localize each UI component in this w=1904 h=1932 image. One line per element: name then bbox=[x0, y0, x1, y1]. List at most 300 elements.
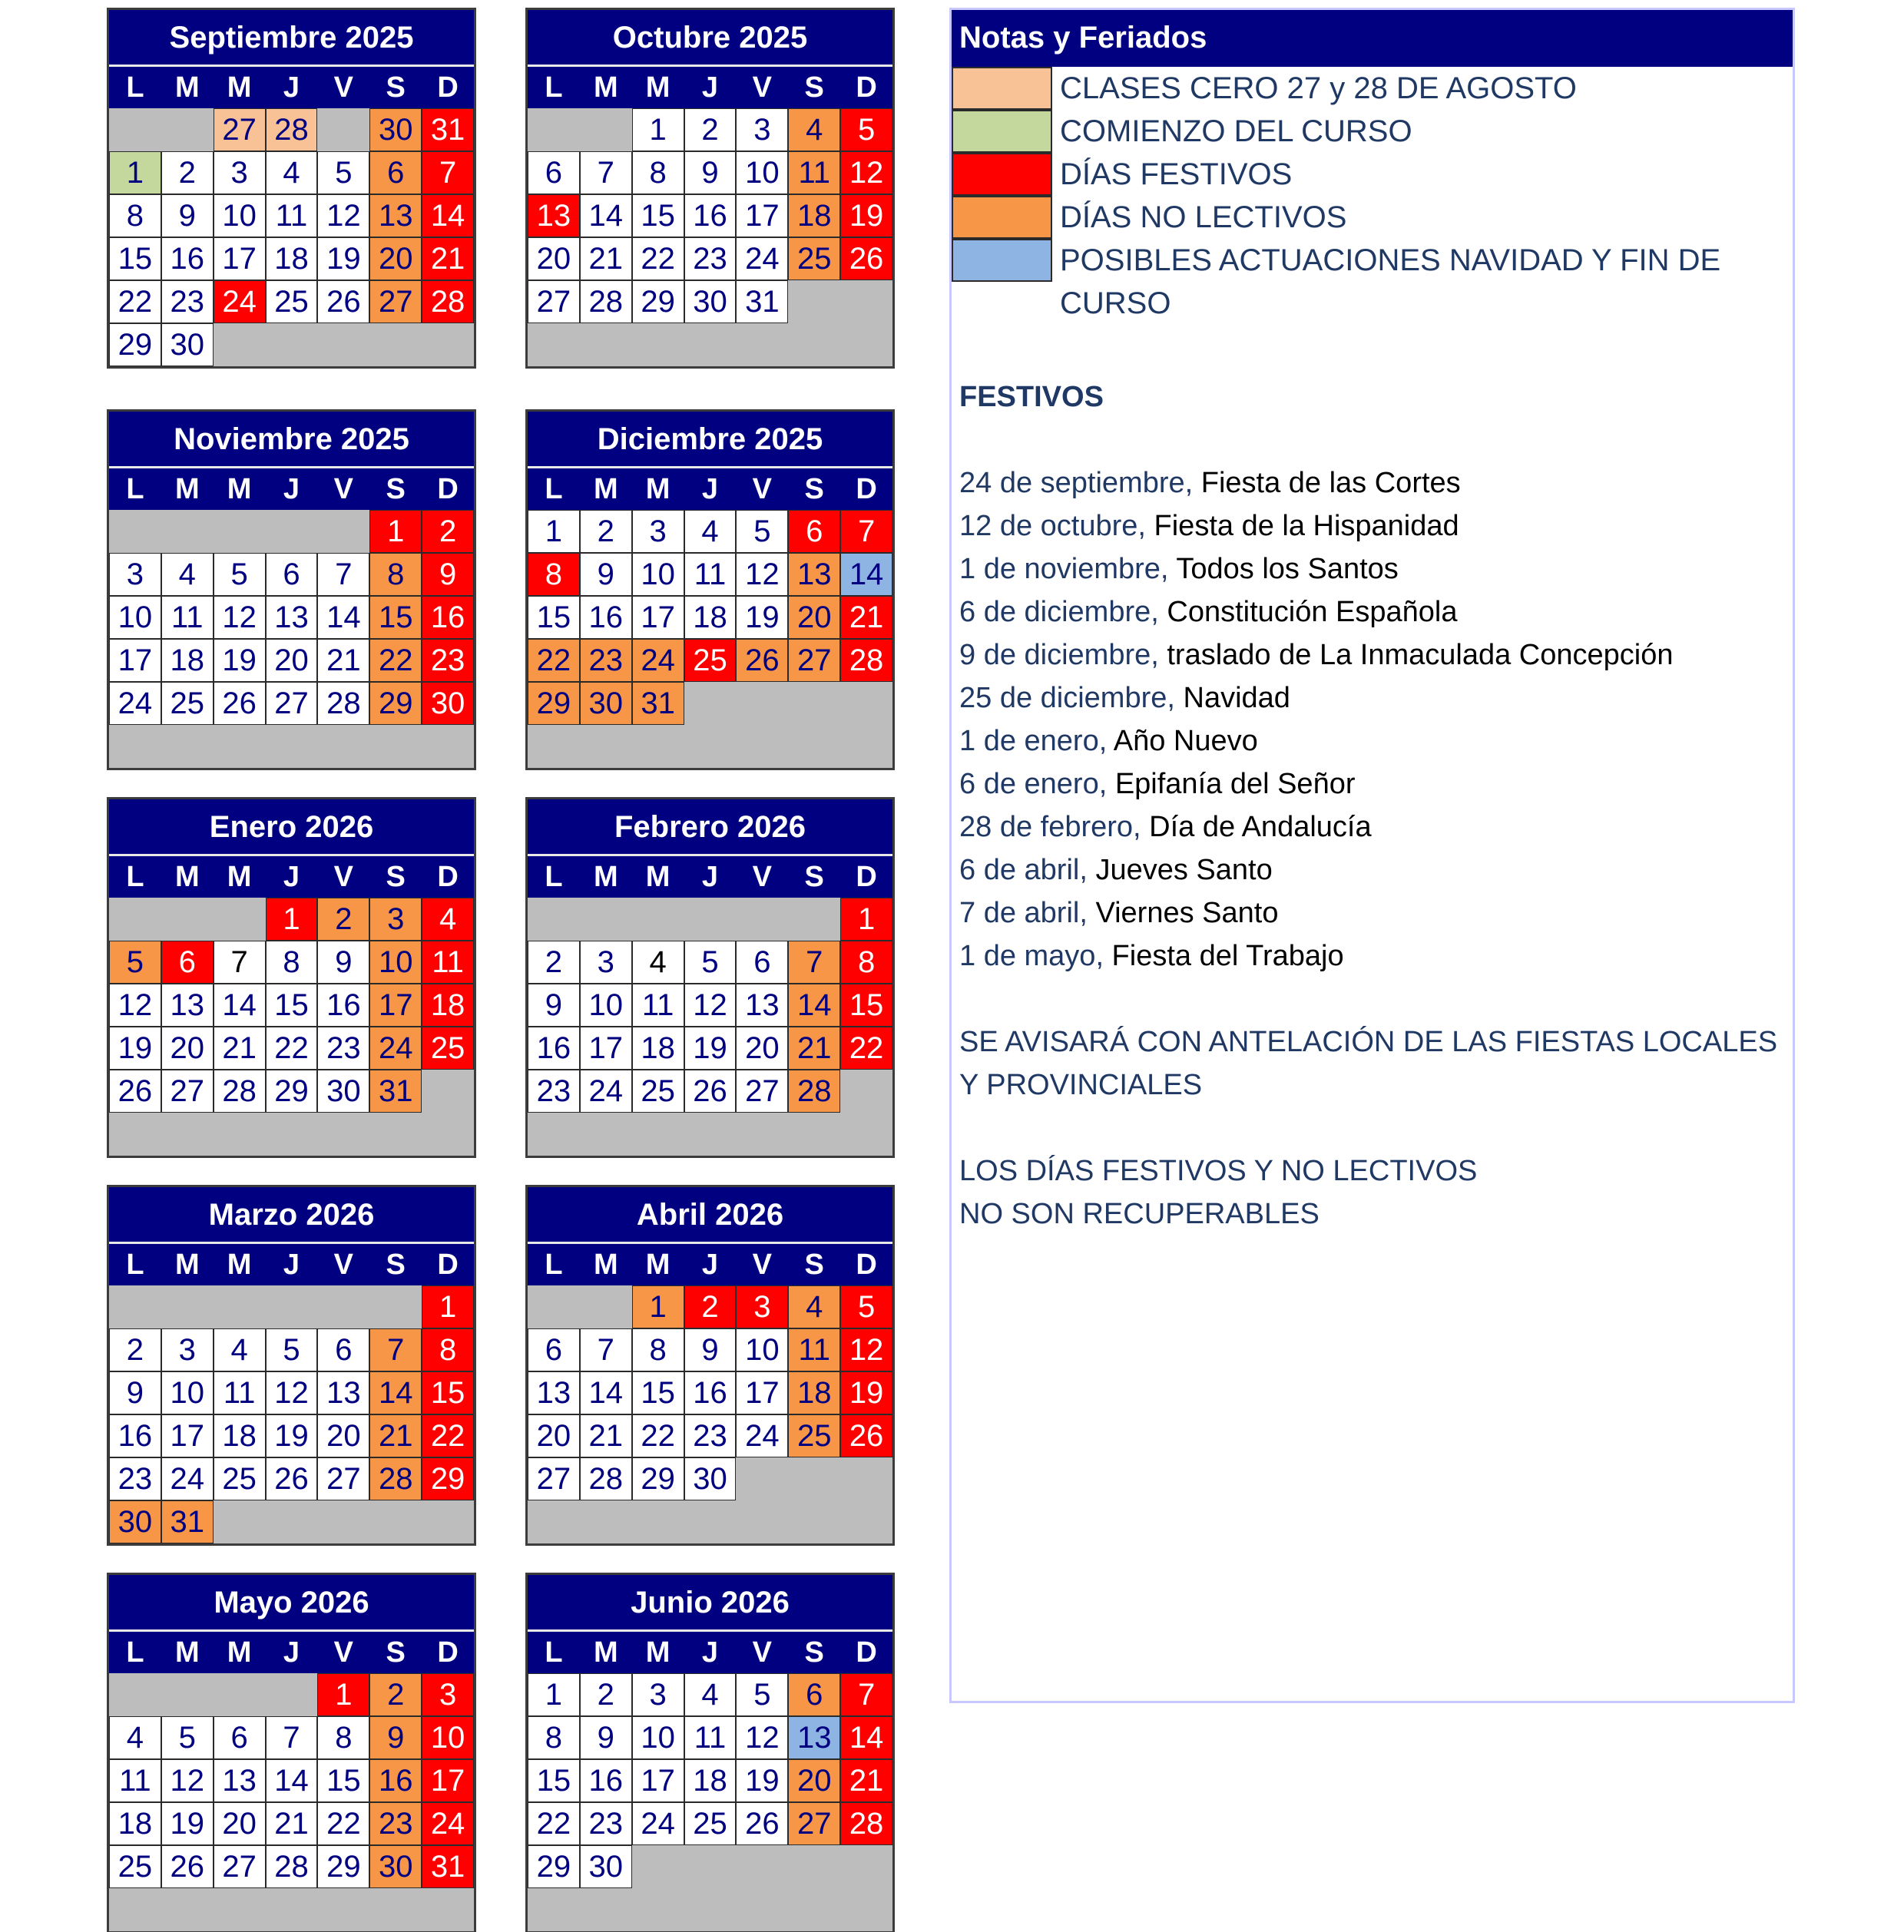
day-cell: 26 bbox=[736, 639, 788, 682]
day-cell: 11 bbox=[684, 1716, 737, 1759]
legend-item bbox=[952, 153, 1793, 196]
day-cell: 7 bbox=[580, 1328, 632, 1371]
day-cell: 16 bbox=[109, 1414, 161, 1457]
month-title: Mayo 2026 bbox=[109, 1575, 474, 1632]
legend-swatch bbox=[952, 67, 1052, 110]
day-cell: 18 bbox=[214, 1414, 266, 1457]
day-cell: 11 bbox=[788, 151, 840, 194]
empty-cell bbox=[632, 1845, 684, 1888]
weekday-header bbox=[109, 1244, 474, 1285]
day-cell: 14 bbox=[422, 194, 474, 237]
day-cell: 22 bbox=[109, 280, 161, 323]
day-cell: 2 bbox=[684, 108, 737, 151]
weekday-label: M bbox=[174, 1636, 200, 1669]
weekday-label: D bbox=[856, 71, 877, 104]
day-cell: 19 bbox=[840, 1371, 892, 1414]
legend-label: CLASES CERO 27 y 28 DE AGOSTO bbox=[1060, 71, 1577, 105]
day-cell: 12 bbox=[736, 1716, 788, 1759]
day-cell: 27 bbox=[214, 108, 266, 151]
weekday-label: M bbox=[593, 1249, 618, 1281]
day-cell: 19 bbox=[684, 1027, 737, 1070]
day-cell: 20 bbox=[317, 1414, 369, 1457]
empty-cell bbox=[317, 1113, 369, 1156]
month-calendar bbox=[525, 1573, 895, 1932]
festivo-name: Epifanía del Señor bbox=[1107, 768, 1356, 800]
day-cell: 30 bbox=[369, 108, 422, 151]
day-cell: 5 bbox=[161, 1716, 214, 1759]
day-cell: 31 bbox=[369, 1070, 422, 1113]
day-cell: 26 bbox=[109, 1070, 161, 1113]
day-cell: 3 bbox=[422, 1673, 474, 1716]
day-cell: 21 bbox=[422, 237, 474, 280]
festivo-name: Navidad bbox=[1174, 682, 1290, 714]
empty-cell bbox=[214, 725, 266, 768]
day-cell: 23 bbox=[684, 1414, 737, 1457]
empty-cell bbox=[369, 323, 422, 366]
month-calendar bbox=[525, 409, 895, 770]
empty-cell bbox=[736, 682, 788, 725]
month-calendar bbox=[525, 8, 895, 369]
day-cell: 30 bbox=[317, 1070, 369, 1113]
weekday-label: D bbox=[856, 1636, 877, 1669]
day-cell: 25 bbox=[684, 639, 737, 682]
day-cell: 24 bbox=[369, 1027, 422, 1070]
weekday-label: L bbox=[545, 71, 563, 104]
empty-cell bbox=[317, 510, 369, 553]
empty-cell bbox=[840, 1113, 892, 1156]
weekday-label: S bbox=[386, 1636, 406, 1669]
empty-cell bbox=[109, 1285, 161, 1328]
weekday-label: D bbox=[856, 1249, 877, 1281]
day-cell: 12 bbox=[840, 1328, 892, 1371]
day-cell: 24 bbox=[214, 280, 266, 323]
empty-cell bbox=[684, 1888, 737, 1931]
day-cell: 12 bbox=[161, 1759, 214, 1802]
day-cell: 13 bbox=[369, 194, 422, 237]
day-cell: 9 bbox=[109, 1371, 161, 1414]
empty-cell bbox=[214, 1673, 266, 1716]
day-cell: 17 bbox=[736, 1371, 788, 1414]
month-title: Junio 2026 bbox=[528, 1575, 892, 1632]
empty-cell bbox=[736, 1500, 788, 1543]
day-cell: 25 bbox=[632, 1070, 684, 1113]
empty-cell bbox=[840, 725, 892, 768]
day-cell: 8 bbox=[632, 151, 684, 194]
empty-cell bbox=[684, 323, 737, 366]
day-cell: 27 bbox=[214, 1845, 266, 1888]
day-cell: 28 bbox=[214, 1070, 266, 1113]
day-cell: 23 bbox=[161, 280, 214, 323]
empty-cell bbox=[840, 682, 892, 725]
day-cell: 25 bbox=[788, 1414, 840, 1457]
days-grid bbox=[528, 898, 892, 1156]
day-cell: 26 bbox=[161, 1845, 214, 1888]
day-cell: 26 bbox=[684, 1070, 737, 1113]
weekday-label: L bbox=[126, 71, 144, 104]
weekday-header bbox=[528, 1244, 892, 1285]
day-cell: 16 bbox=[317, 984, 369, 1027]
day-cell: 1 bbox=[369, 510, 422, 553]
day-cell: 5 bbox=[840, 1285, 892, 1328]
empty-cell bbox=[736, 323, 788, 366]
day-cell: 4 bbox=[684, 510, 737, 553]
day-cell: 27 bbox=[317, 1457, 369, 1500]
day-cell: 15 bbox=[528, 596, 580, 639]
day-cell: 22 bbox=[632, 1414, 684, 1457]
day-cell: 9 bbox=[369, 1716, 422, 1759]
empty-cell bbox=[684, 1113, 737, 1156]
day-cell: 28 bbox=[580, 280, 632, 323]
day-cell: 14 bbox=[840, 1716, 892, 1759]
empty-cell bbox=[788, 323, 840, 366]
day-cell: 16 bbox=[161, 237, 214, 280]
weekday-label: J bbox=[283, 473, 300, 505]
day-cell: 13 bbox=[528, 1371, 580, 1414]
day-cell: 14 bbox=[317, 596, 369, 639]
day-cell: 3 bbox=[214, 151, 266, 194]
empty-cell bbox=[580, 108, 632, 151]
empty-cell bbox=[266, 510, 318, 553]
festivo-date: 7 de abril, bbox=[959, 897, 1088, 929]
day-cell: 17 bbox=[214, 237, 266, 280]
day-cell: 12 bbox=[736, 553, 788, 596]
day-cell: 24 bbox=[161, 1457, 214, 1500]
day-cell: 17 bbox=[580, 1027, 632, 1070]
weekday-label: M bbox=[174, 473, 200, 505]
empty-cell bbox=[632, 725, 684, 768]
day-cell: 20 bbox=[266, 639, 318, 682]
day-cell: 28 bbox=[788, 1070, 840, 1113]
empty-cell bbox=[214, 1113, 266, 1156]
day-cell: 13 bbox=[161, 984, 214, 1027]
day-cell: 18 bbox=[632, 1027, 684, 1070]
day-cell: 5 bbox=[317, 151, 369, 194]
day-cell: 13 bbox=[528, 194, 580, 237]
day-cell: 24 bbox=[109, 682, 161, 725]
day-cell: 6 bbox=[214, 1716, 266, 1759]
days-grid bbox=[528, 108, 892, 366]
empty-cell bbox=[632, 1888, 684, 1931]
empty-cell bbox=[736, 1113, 788, 1156]
empty-cell bbox=[736, 898, 788, 941]
day-cell: 23 bbox=[528, 1070, 580, 1113]
legend-swatch bbox=[952, 110, 1052, 153]
day-cell: 10 bbox=[422, 1716, 474, 1759]
festivo-item bbox=[959, 892, 1278, 935]
empty-cell bbox=[528, 898, 580, 941]
weekday-label: M bbox=[174, 71, 200, 104]
festivo-item bbox=[959, 548, 1399, 591]
weekday-label: M bbox=[174, 861, 200, 893]
day-cell: 12 bbox=[266, 1371, 318, 1414]
day-cell: 29 bbox=[632, 1457, 684, 1500]
empty-cell bbox=[317, 1500, 369, 1543]
festivo-date: 1 de noviembre, bbox=[959, 553, 1169, 585]
day-cell: 19 bbox=[317, 237, 369, 280]
empty-cell bbox=[266, 1113, 318, 1156]
weekday-label: S bbox=[804, 473, 824, 505]
weekday-label: L bbox=[545, 1249, 563, 1281]
festivo-name: Jueves Santo bbox=[1087, 854, 1273, 886]
day-cell: 31 bbox=[736, 280, 788, 323]
day-cell: 13 bbox=[266, 596, 318, 639]
empty-cell bbox=[736, 1888, 788, 1931]
recuperables-line-2: NO SON RECUPERABLES bbox=[959, 1198, 1320, 1230]
day-cell: 18 bbox=[788, 194, 840, 237]
month-title: Noviembre 2025 bbox=[109, 412, 474, 468]
legend-item bbox=[952, 67, 1793, 110]
day-cell: 11 bbox=[788, 1328, 840, 1371]
festivo-date: 1 de enero, bbox=[959, 725, 1108, 757]
day-cell: 23 bbox=[369, 1802, 422, 1845]
month-title: Enero 2026 bbox=[109, 799, 474, 856]
weekday-header bbox=[109, 856, 474, 898]
day-cell: 4 bbox=[632, 941, 684, 984]
empty-cell bbox=[840, 1457, 892, 1500]
day-cell: 1 bbox=[422, 1285, 474, 1328]
day-cell: 9 bbox=[161, 194, 214, 237]
day-cell: 4 bbox=[109, 1716, 161, 1759]
weekday-label: J bbox=[701, 71, 719, 104]
days-grid bbox=[528, 1673, 892, 1931]
festivo-date: 6 de enero, bbox=[959, 768, 1108, 800]
day-cell: 31 bbox=[422, 108, 474, 151]
day-cell: 27 bbox=[788, 1802, 840, 1845]
festivo-item bbox=[959, 935, 1344, 978]
weekday-label: S bbox=[804, 1636, 824, 1669]
month-calendar bbox=[525, 1185, 895, 1546]
days-grid bbox=[109, 108, 474, 366]
legend bbox=[952, 67, 1793, 320]
day-cell: 7 bbox=[422, 151, 474, 194]
empty-cell bbox=[580, 725, 632, 768]
festivo-item bbox=[959, 806, 1372, 849]
festivo-date: 24 de septiembre, bbox=[959, 467, 1194, 499]
empty-cell bbox=[528, 108, 580, 151]
empty-cell bbox=[266, 1285, 318, 1328]
day-cell: 9 bbox=[580, 1716, 632, 1759]
day-cell: 22 bbox=[528, 639, 580, 682]
empty-cell bbox=[422, 1070, 474, 1113]
weekday-label: V bbox=[752, 473, 773, 505]
empty-cell bbox=[840, 280, 892, 323]
day-cell: 25 bbox=[214, 1457, 266, 1500]
day-cell: 27 bbox=[266, 682, 318, 725]
day-cell: 11 bbox=[632, 984, 684, 1027]
month-calendar bbox=[107, 797, 476, 1158]
day-cell: 21 bbox=[317, 639, 369, 682]
empty-cell bbox=[109, 1113, 161, 1156]
day-cell: 15 bbox=[109, 237, 161, 280]
day-cell: 28 bbox=[580, 1457, 632, 1500]
weekday-label: M bbox=[645, 1249, 671, 1281]
weekday-label: M bbox=[227, 473, 252, 505]
day-cell: 8 bbox=[422, 1328, 474, 1371]
day-cell: 20 bbox=[736, 1027, 788, 1070]
day-cell: 15 bbox=[317, 1759, 369, 1802]
empty-cell bbox=[161, 1113, 214, 1156]
empty-cell bbox=[161, 1673, 214, 1716]
empty-cell bbox=[580, 1113, 632, 1156]
month-title: Septiembre 2025 bbox=[109, 10, 474, 67]
weekday-label: M bbox=[227, 1249, 252, 1281]
weekday-label: D bbox=[437, 861, 459, 893]
weekday-label: L bbox=[126, 473, 144, 505]
day-cell: 21 bbox=[214, 1027, 266, 1070]
day-cell: 21 bbox=[580, 1414, 632, 1457]
day-cell: 29 bbox=[369, 682, 422, 725]
empty-cell bbox=[317, 108, 369, 151]
day-cell: 27 bbox=[788, 639, 840, 682]
day-cell: 29 bbox=[632, 280, 684, 323]
day-cell: 11 bbox=[109, 1759, 161, 1802]
day-cell: 14 bbox=[214, 984, 266, 1027]
day-cell: 10 bbox=[580, 984, 632, 1027]
festivo-name: Fiesta de la Hispanidad bbox=[1145, 510, 1459, 542]
empty-cell bbox=[580, 1888, 632, 1931]
day-cell: 13 bbox=[788, 1716, 840, 1759]
day-cell: 6 bbox=[528, 151, 580, 194]
weekday-header bbox=[109, 67, 474, 108]
day-cell: 20 bbox=[369, 237, 422, 280]
day-cell: 22 bbox=[528, 1802, 580, 1845]
day-cell: 14 bbox=[788, 984, 840, 1027]
weekday-label: L bbox=[126, 1249, 144, 1281]
day-cell: 12 bbox=[840, 151, 892, 194]
empty-cell bbox=[788, 280, 840, 323]
day-cell: 29 bbox=[528, 1845, 580, 1888]
month-calendar bbox=[107, 1573, 476, 1932]
day-cell: 5 bbox=[266, 1328, 318, 1371]
day-cell: 23 bbox=[684, 237, 737, 280]
festivo-date: 6 de diciembre, bbox=[959, 596, 1159, 628]
weekday-label: S bbox=[804, 71, 824, 104]
day-cell: 22 bbox=[422, 1414, 474, 1457]
day-cell: 22 bbox=[317, 1802, 369, 1845]
weekday-label: D bbox=[437, 1636, 459, 1669]
empty-cell bbox=[369, 1113, 422, 1156]
day-cell: 15 bbox=[266, 984, 318, 1027]
empty-cell bbox=[840, 1500, 892, 1543]
day-cell: 1 bbox=[840, 898, 892, 941]
day-cell: 14 bbox=[266, 1759, 318, 1802]
empty-cell bbox=[161, 108, 214, 151]
empty-cell bbox=[369, 1888, 422, 1931]
weekday-label: D bbox=[437, 1249, 459, 1281]
legend-label: POSIBLES ACTUACIONES NAVIDAD Y FIN DE CURSO bbox=[1060, 243, 1721, 320]
weekday-label: L bbox=[545, 473, 563, 505]
day-cell: 15 bbox=[369, 596, 422, 639]
empty-cell bbox=[528, 725, 580, 768]
days-grid bbox=[109, 510, 474, 768]
day-cell: 2 bbox=[369, 1673, 422, 1716]
month-title: Octubre 2025 bbox=[528, 10, 892, 67]
weekday-label: J bbox=[283, 861, 300, 893]
day-cell: 5 bbox=[736, 1673, 788, 1716]
day-cell: 12 bbox=[317, 194, 369, 237]
day-cell: 26 bbox=[840, 237, 892, 280]
day-cell: 26 bbox=[214, 682, 266, 725]
day-cell: 1 bbox=[266, 898, 318, 941]
day-cell: 1 bbox=[317, 1673, 369, 1716]
day-cell: 3 bbox=[736, 1285, 788, 1328]
day-cell: 9 bbox=[317, 941, 369, 984]
day-cell: 9 bbox=[528, 984, 580, 1027]
weekday-label: L bbox=[545, 861, 563, 893]
festivo-name: Año Nuevo bbox=[1107, 725, 1258, 757]
empty-cell bbox=[266, 725, 318, 768]
day-cell: 6 bbox=[788, 510, 840, 553]
empty-cell bbox=[684, 682, 737, 725]
weekday-label: S bbox=[804, 861, 824, 893]
day-cell: 7 bbox=[840, 510, 892, 553]
empty-cell bbox=[109, 510, 161, 553]
weekday-label: S bbox=[386, 473, 406, 505]
day-cell: 29 bbox=[317, 1845, 369, 1888]
day-cell: 31 bbox=[422, 1845, 474, 1888]
day-cell: 2 bbox=[684, 1285, 737, 1328]
day-cell: 18 bbox=[422, 984, 474, 1027]
day-cell: 4 bbox=[422, 898, 474, 941]
empty-cell bbox=[684, 1845, 737, 1888]
festivo-name: traslado de La Inmaculada Concepción bbox=[1158, 639, 1674, 671]
day-cell: 19 bbox=[109, 1027, 161, 1070]
festivo-name: Fiesta del Trabajo bbox=[1104, 940, 1344, 972]
day-cell: 8 bbox=[266, 941, 318, 984]
day-cell: 14 bbox=[580, 1371, 632, 1414]
day-cell: 28 bbox=[266, 108, 318, 151]
festivo-date: 28 de febrero, bbox=[959, 811, 1141, 843]
day-cell: 3 bbox=[736, 108, 788, 151]
weekday-label: V bbox=[333, 861, 354, 893]
empty-cell bbox=[684, 898, 737, 941]
day-cell: 3 bbox=[109, 553, 161, 596]
day-cell: 26 bbox=[317, 280, 369, 323]
day-cell: 27 bbox=[528, 280, 580, 323]
day-cell: 6 bbox=[528, 1328, 580, 1371]
day-cell: 25 bbox=[109, 1845, 161, 1888]
day-cell: 30 bbox=[161, 323, 214, 366]
empty-cell bbox=[161, 898, 214, 941]
day-cell: 23 bbox=[580, 639, 632, 682]
days-grid bbox=[528, 510, 892, 768]
day-cell: 14 bbox=[369, 1371, 422, 1414]
day-cell: 15 bbox=[840, 984, 892, 1027]
legend-item bbox=[952, 110, 1793, 153]
empty-cell bbox=[632, 898, 684, 941]
month-title: Febrero 2026 bbox=[528, 799, 892, 856]
day-cell: 19 bbox=[736, 1759, 788, 1802]
day-cell: 2 bbox=[422, 510, 474, 553]
day-cell: 27 bbox=[736, 1070, 788, 1113]
day-cell: 25 bbox=[161, 682, 214, 725]
day-cell: 18 bbox=[109, 1802, 161, 1845]
day-cell: 18 bbox=[684, 596, 737, 639]
month-calendar bbox=[107, 1185, 476, 1546]
empty-cell bbox=[109, 725, 161, 768]
empty-cell bbox=[788, 682, 840, 725]
day-cell: 4 bbox=[684, 1673, 737, 1716]
days-grid bbox=[528, 1285, 892, 1543]
day-cell: 17 bbox=[422, 1759, 474, 1802]
empty-cell bbox=[109, 898, 161, 941]
legend-item bbox=[952, 239, 1793, 320]
empty-cell bbox=[214, 1285, 266, 1328]
empty-cell bbox=[788, 1845, 840, 1888]
day-cell: 28 bbox=[266, 1845, 318, 1888]
empty-cell bbox=[788, 1500, 840, 1543]
legend-label: DÍAS FESTIVOS bbox=[1060, 157, 1293, 191]
